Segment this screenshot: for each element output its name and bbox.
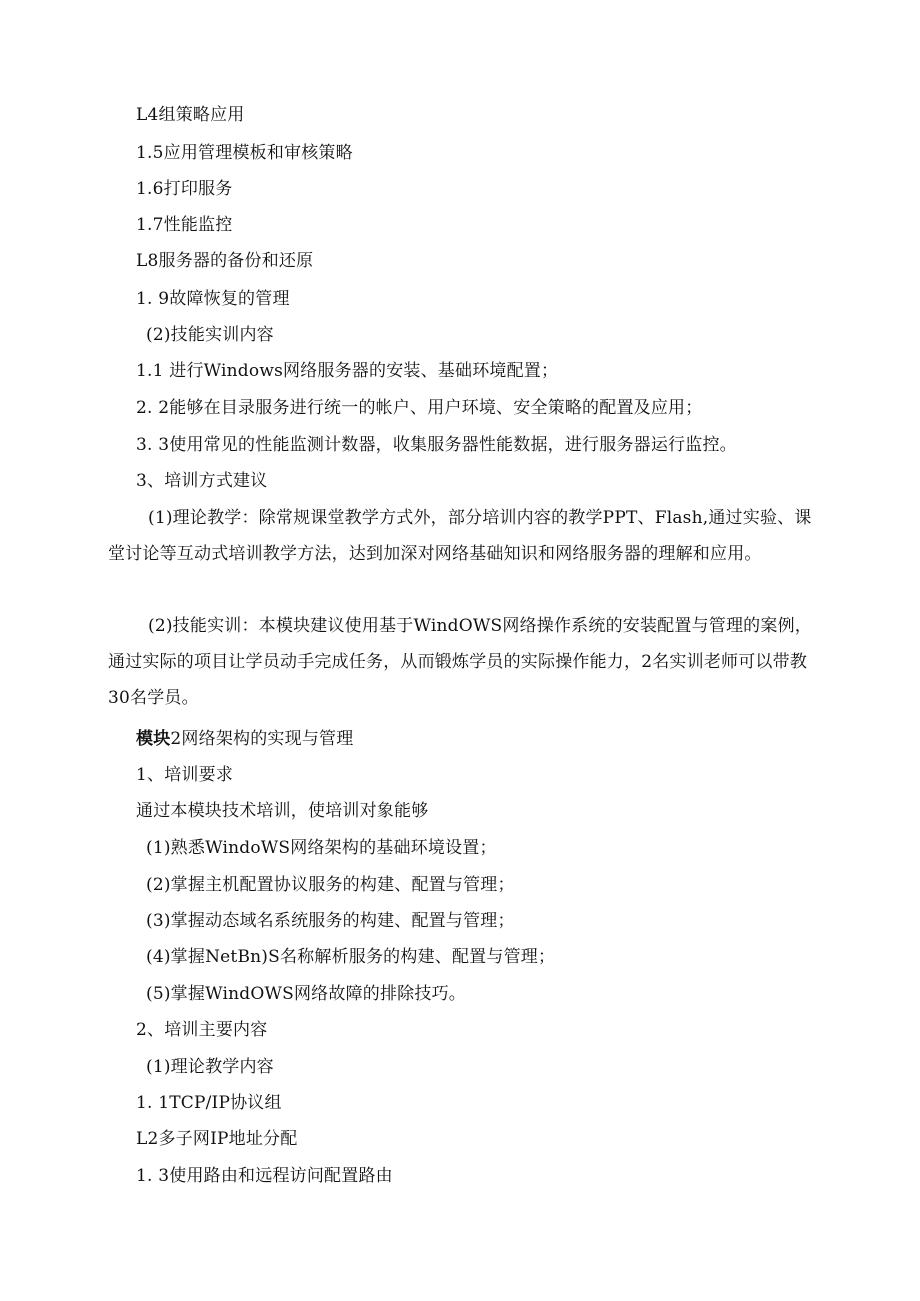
outline-item-1-6: 1.6打印服务 [136,179,233,199]
requirement-item-5: (5)掌握WindOWS网络故障的排除技巧。 [146,984,466,1004]
paragraph-theory-teaching: (1)理论教学：除常规课堂教学方式外，部分培训内容的教学PPT、Flash,通过实验、课堂讨论等互动式培训教学方法，达到加深对网络基础知识和网络服务器的理解和应用。 [108,508,812,564]
content-item-1-3: 1. 3使用路由和远程访问配置路由 [136,1166,393,1186]
training-requirements-intro: 通过本模块技术培训，使培训对象能够 [136,801,429,821]
outline-item-1-7: 1.7性能监控 [136,215,233,235]
training-requirements-heading: 1、培训要求 [136,765,234,785]
section-heading-training-methods: 3、培训方式建议 [136,471,268,491]
paragraph-skills-training: (2)技能实训：本模块建议使用基于WindOWS网络操作系统的安装配置与管理的案例，通过实际的项目让学员动手完成任务，从而锻炼学员的实际操作能力，2名实训老师可以带教30名学员。 [108,616,812,708]
theory-content-heading: (1)理论教学内容 [146,1057,274,1077]
skills-item-1: 1.1 进行Windows网络服务器的安装、基础环境配置； [136,361,559,381]
content-item-1-1: 1. 1TCP/IP协议组 [136,1093,282,1113]
outline-item-1-5: 1.5应用管理模板和审核策略 [136,143,353,163]
skills-item-2: 2. 2能够在目录服务进行统一的帐户、用户环境、安全策略的配置及应用； [136,398,703,418]
main-content-heading: 2、培训主要内容 [136,1020,268,1040]
outline-item-1-8: L8服务器的备份和还原 [136,251,314,271]
skills-item-3: 3. 3使用常见的性能监测计数器，收集服务器性能数据，进行服务器运行监控。 [136,435,737,455]
skills-training-heading: (2)技能实训内容 [146,325,274,345]
requirement-item-3: (3)掌握动态域名系统服务的构建、配置与管理； [146,911,515,931]
outline-item-1-4: L4组策略应用 [136,105,245,125]
requirement-item-1: (1)熟悉WindoWS网络架构的基础环境设置； [146,838,497,858]
module-2-title [136,727,353,751]
requirement-item-2: (2)掌握主机配置协议服务的构建、配置与管理； [146,875,515,895]
content-item-1-2: L2多子网IP地址分配 [136,1129,298,1149]
outline-item-1-9: 1. 9故障恢复的管理 [136,289,290,309]
module-2-name: 2网络架构的实现与管理 [170,729,354,749]
requirement-item-4: (4)掌握NetBn)S名称解析服务的构建、配置与管理； [146,947,556,967]
module-label: 模块 [136,729,171,749]
